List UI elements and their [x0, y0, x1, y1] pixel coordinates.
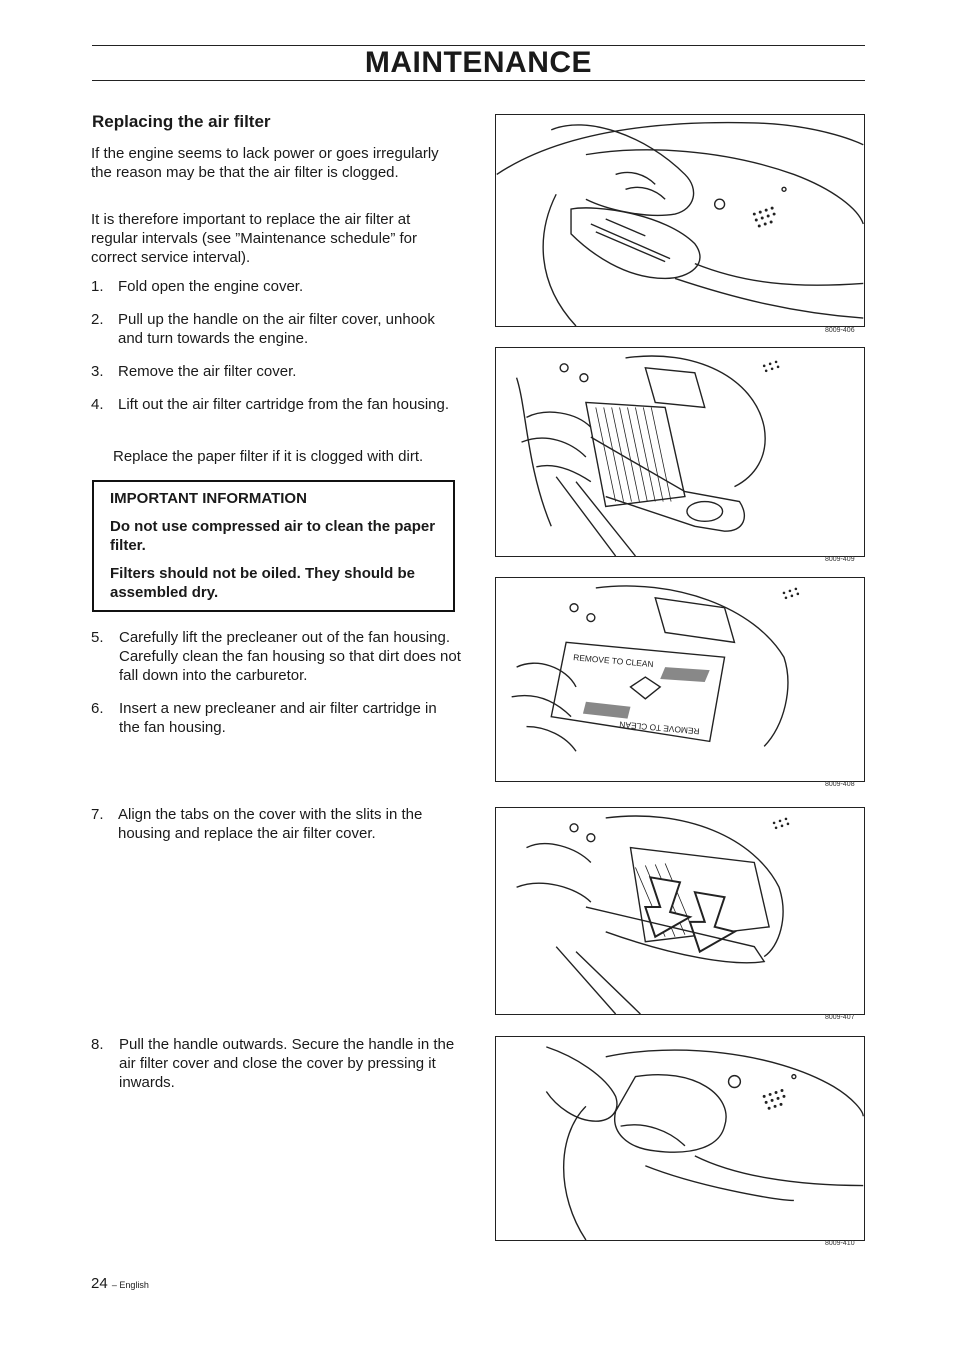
step-text: Carefully lift the precleaner out of the fan housing. Carefully clean the fan housing so that dirt does not fall down into the carburetor.: [119, 629, 461, 684]
header-bottom-rule: [92, 80, 865, 81]
section-heading: Replacing the air filter: [92, 112, 271, 131]
intro-paragraph: If the engine seems to lack power or goes irregularly the reason may be that the air filter is clogged.: [91, 145, 439, 181]
figure-code: 8009-408: [825, 781, 855, 788]
page-footer: [91, 1275, 149, 1292]
step-number: 5.: [91, 629, 104, 646]
step-text: Lift out the air filter cartridge from the fan housing.: [118, 396, 450, 413]
step-note: Replace the paper filter if it is clogged with dirt.: [113, 448, 424, 465]
figure-code: 8009-410: [825, 1240, 855, 1247]
precleaner-label-bottom: REMOVE TO CLEAN: [618, 719, 700, 737]
figure-code: 8009-406: [825, 327, 855, 334]
list-item: [91, 395, 461, 414]
important-information-box: [92, 480, 455, 612]
step-text: Pull up the handle on the air filter cover, unhook and turn towards the engine.: [118, 311, 435, 347]
list-item: [91, 628, 461, 685]
figure-secure-handle: [495, 1036, 865, 1241]
page-number: 24: [91, 1275, 108, 1292]
intro-paragraph: It is therefore important to replace the air filter at regular intervals (see ”Maintenance schedule” for correct service interval).: [91, 211, 417, 266]
precleaner-label-top: REMOVE TO CLEAN: [572, 652, 654, 670]
step-number: 6.: [91, 700, 104, 717]
list-item: [91, 362, 461, 381]
figure-lift-cartridge: [495, 347, 865, 557]
figure-code: 8009-407: [825, 1014, 855, 1021]
figure-insert-cartridge: [495, 807, 865, 1015]
list-item: [91, 277, 461, 296]
important-line: Do not use compressed air to clean the paper filter.: [110, 518, 436, 554]
step-text: Fold open the engine cover.: [118, 278, 304, 295]
step-text: Insert a new precleaner and air filter cartridge in the fan housing.: [119, 700, 437, 736]
list-item: [91, 699, 461, 737]
step-text: Pull the handle outwards. Secure the handle in the air filter cover and close the cover by pressing it inwards.: [119, 1036, 455, 1091]
figure-code: 8009-409: [825, 556, 855, 563]
step-text: Align the tabs on the cover with the slits in the housing and replace the air filter cover.: [118, 806, 423, 842]
figure-handle-pull: [495, 114, 865, 327]
illustration-precleaner: [496, 578, 864, 781]
step-text: Remove the air filter cover.: [118, 363, 297, 380]
step-number: 7.: [91, 806, 104, 823]
illustration-cartridge: [496, 348, 864, 556]
important-heading: IMPORTANT INFORMATION: [110, 490, 307, 507]
step-number: 8.: [91, 1036, 104, 1053]
figure-precleaner: [495, 577, 865, 782]
step-number: 4.: [91, 396, 104, 413]
step-number: 1.: [91, 278, 104, 295]
list-item: [91, 1035, 461, 1092]
important-line: Filters should not be oiled. They should be assembled dry.: [110, 565, 416, 601]
step-number: 2.: [91, 311, 104, 328]
page-title: MAINTENANCE: [364, 46, 593, 79]
illustration-handle: [496, 115, 864, 326]
step-number: 3.: [91, 363, 104, 380]
list-item: [91, 310, 461, 348]
illustration-secure: [496, 1037, 864, 1240]
list-item: [91, 805, 461, 843]
footer-language: – English: [111, 1280, 149, 1290]
illustration-insert: [496, 808, 864, 1014]
